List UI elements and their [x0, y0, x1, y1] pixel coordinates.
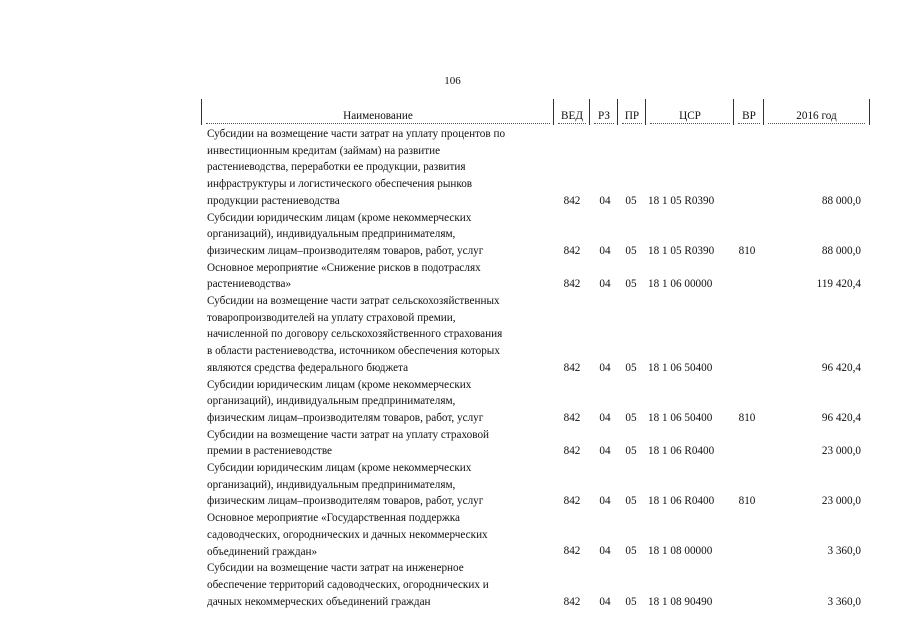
- header-ved: ВЕД: [561, 110, 583, 122]
- row-pr: 05: [625, 194, 637, 207]
- row-amount: 23 000,0: [821, 445, 861, 458]
- page-number: 106: [444, 75, 461, 87]
- row-rz: 04: [599, 595, 611, 608]
- row-pr: 05: [625, 495, 637, 508]
- header-name-cell: [201, 99, 554, 125]
- row-name: Субсидии юридическим лицам (кроме некоммерческих организаций), индивидуальным предпринимателям, физическим лицам–производителям товаров, работ, услуг: [207, 378, 484, 424]
- row-ved: 842: [563, 361, 581, 374]
- table-row: [0, 377, 905, 427]
- row-ved: 842: [563, 595, 581, 608]
- row-vr: 810: [738, 411, 756, 424]
- row-csr: 18 1 06 50400: [648, 411, 713, 424]
- row-pr: 05: [625, 595, 637, 608]
- row-pr: 05: [625, 411, 637, 424]
- row-rz: 04: [599, 545, 611, 558]
- table-row: [0, 427, 905, 460]
- header-pr-cell: [617, 99, 646, 125]
- header-csr-cell: [645, 99, 734, 125]
- row-rz: 04: [599, 278, 611, 291]
- row-name: Субсидии на возмещение части затрат на уплату процентов по инвестиционным кредитам (займам) на развитие растениеводства, переработки ее продукции, развития инфраструктуры и логистического обеспечения рынков продукции растениеводства: [207, 128, 506, 207]
- table-row: [0, 460, 905, 510]
- row-csr: 18 1 05 R0390: [648, 194, 715, 207]
- row-name: Субсидии юридическим лицам (кроме некоммерческих организаций), индивидуальным предпринимателям, физическим лицам–производителям товаров, работ, услуг: [207, 462, 484, 508]
- row-csr: 18 1 06 00000: [648, 278, 713, 291]
- row-pr: 05: [625, 244, 637, 257]
- row-ved: 842: [563, 445, 581, 458]
- row-name: Субсидии на возмещение части затрат на уплату страховой премии в растениеводстве: [207, 428, 490, 458]
- row-ved: 842: [563, 411, 581, 424]
- row-ved: 842: [563, 244, 581, 257]
- row-csr: 18 1 08 90490: [648, 595, 713, 608]
- row-amount: 23 000,0: [821, 495, 861, 508]
- row-name: Субсидии на возмещение части затрат на инженерное обеспечение территорий садоводческих, огороднических и дачных некоммерческих объединений граждан: [207, 562, 489, 608]
- row-amount: 88 000,0: [821, 244, 861, 257]
- row-amount: 96 420,4: [821, 361, 861, 374]
- header-vr: ВР: [742, 110, 756, 122]
- row-ved: 842: [563, 495, 581, 508]
- row-amount: 96 420,4: [821, 411, 861, 424]
- table-row: [0, 293, 905, 377]
- row-ved: 842: [563, 278, 581, 291]
- row-csr: 18 1 06 R0400: [648, 445, 715, 458]
- header-rz: РЗ: [598, 110, 610, 122]
- row-rz: 04: [599, 445, 611, 458]
- row-rz: 04: [599, 411, 611, 424]
- row-pr: 05: [625, 361, 637, 374]
- table-header: [201, 99, 869, 125]
- header-vr-cell: [733, 99, 764, 125]
- table-row: [0, 560, 905, 610]
- row-rz: 04: [599, 495, 611, 508]
- header-pr: ПР: [624, 110, 640, 122]
- row-rz: 04: [599, 361, 611, 374]
- table-row: [0, 126, 905, 210]
- row-csr: 18 1 06 R0400: [648, 495, 715, 508]
- row-name: Основное мероприятие «Государственная поддержка садоводческих, огороднических и дачных некоммерческих объединений граждан»: [207, 512, 488, 558]
- row-name: Субсидии юридическим лицам (кроме некоммерческих организаций), индивидуальным предпринимателям, физическим лицам–производителям товаров, работ, услуг: [207, 211, 484, 257]
- row-pr: 05: [625, 545, 637, 558]
- row-csr: 18 1 08 00000: [648, 545, 713, 558]
- header-year-cell: [763, 99, 870, 125]
- table-row: [0, 510, 905, 560]
- row-amount: 88 000,0: [821, 194, 861, 207]
- row-ved: 842: [563, 545, 581, 558]
- row-rz: 04: [599, 194, 611, 207]
- row-amount: 119 420,4: [816, 278, 861, 291]
- header-rz-cell: [589, 99, 618, 125]
- row-csr: 18 1 05 R0390: [648, 244, 715, 257]
- row-vr: 810: [738, 244, 756, 257]
- table-row: [0, 260, 905, 293]
- row-name: Субсидии на возмещение части затрат сельскохозяйственных товаропроизводителей на уплату страховой премии, начисленной по договору сельскохозяйственного страхования в области растениеводства, источником обеспечения которых являются средства федерального бюджета: [207, 295, 503, 374]
- row-rz: 04: [599, 244, 611, 257]
- header-year: 2016 год: [796, 110, 837, 122]
- row-pr: 05: [625, 278, 637, 291]
- row-name: Основное мероприятие «Снижение рисков в подотраслях растениеводства»: [207, 261, 481, 291]
- header-name: Наименование: [343, 110, 413, 122]
- row-ved: 842: [563, 194, 581, 207]
- row-amount: 3 360,0: [827, 545, 861, 558]
- row-amount: 3 360,0: [827, 595, 861, 608]
- row-csr: 18 1 06 50400: [648, 361, 713, 374]
- header-ved-cell: [553, 99, 590, 125]
- row-pr: 05: [625, 445, 637, 458]
- header-csr: ЦСР: [679, 110, 701, 122]
- table-row: [0, 210, 905, 260]
- row-vr: 810: [738, 495, 756, 508]
